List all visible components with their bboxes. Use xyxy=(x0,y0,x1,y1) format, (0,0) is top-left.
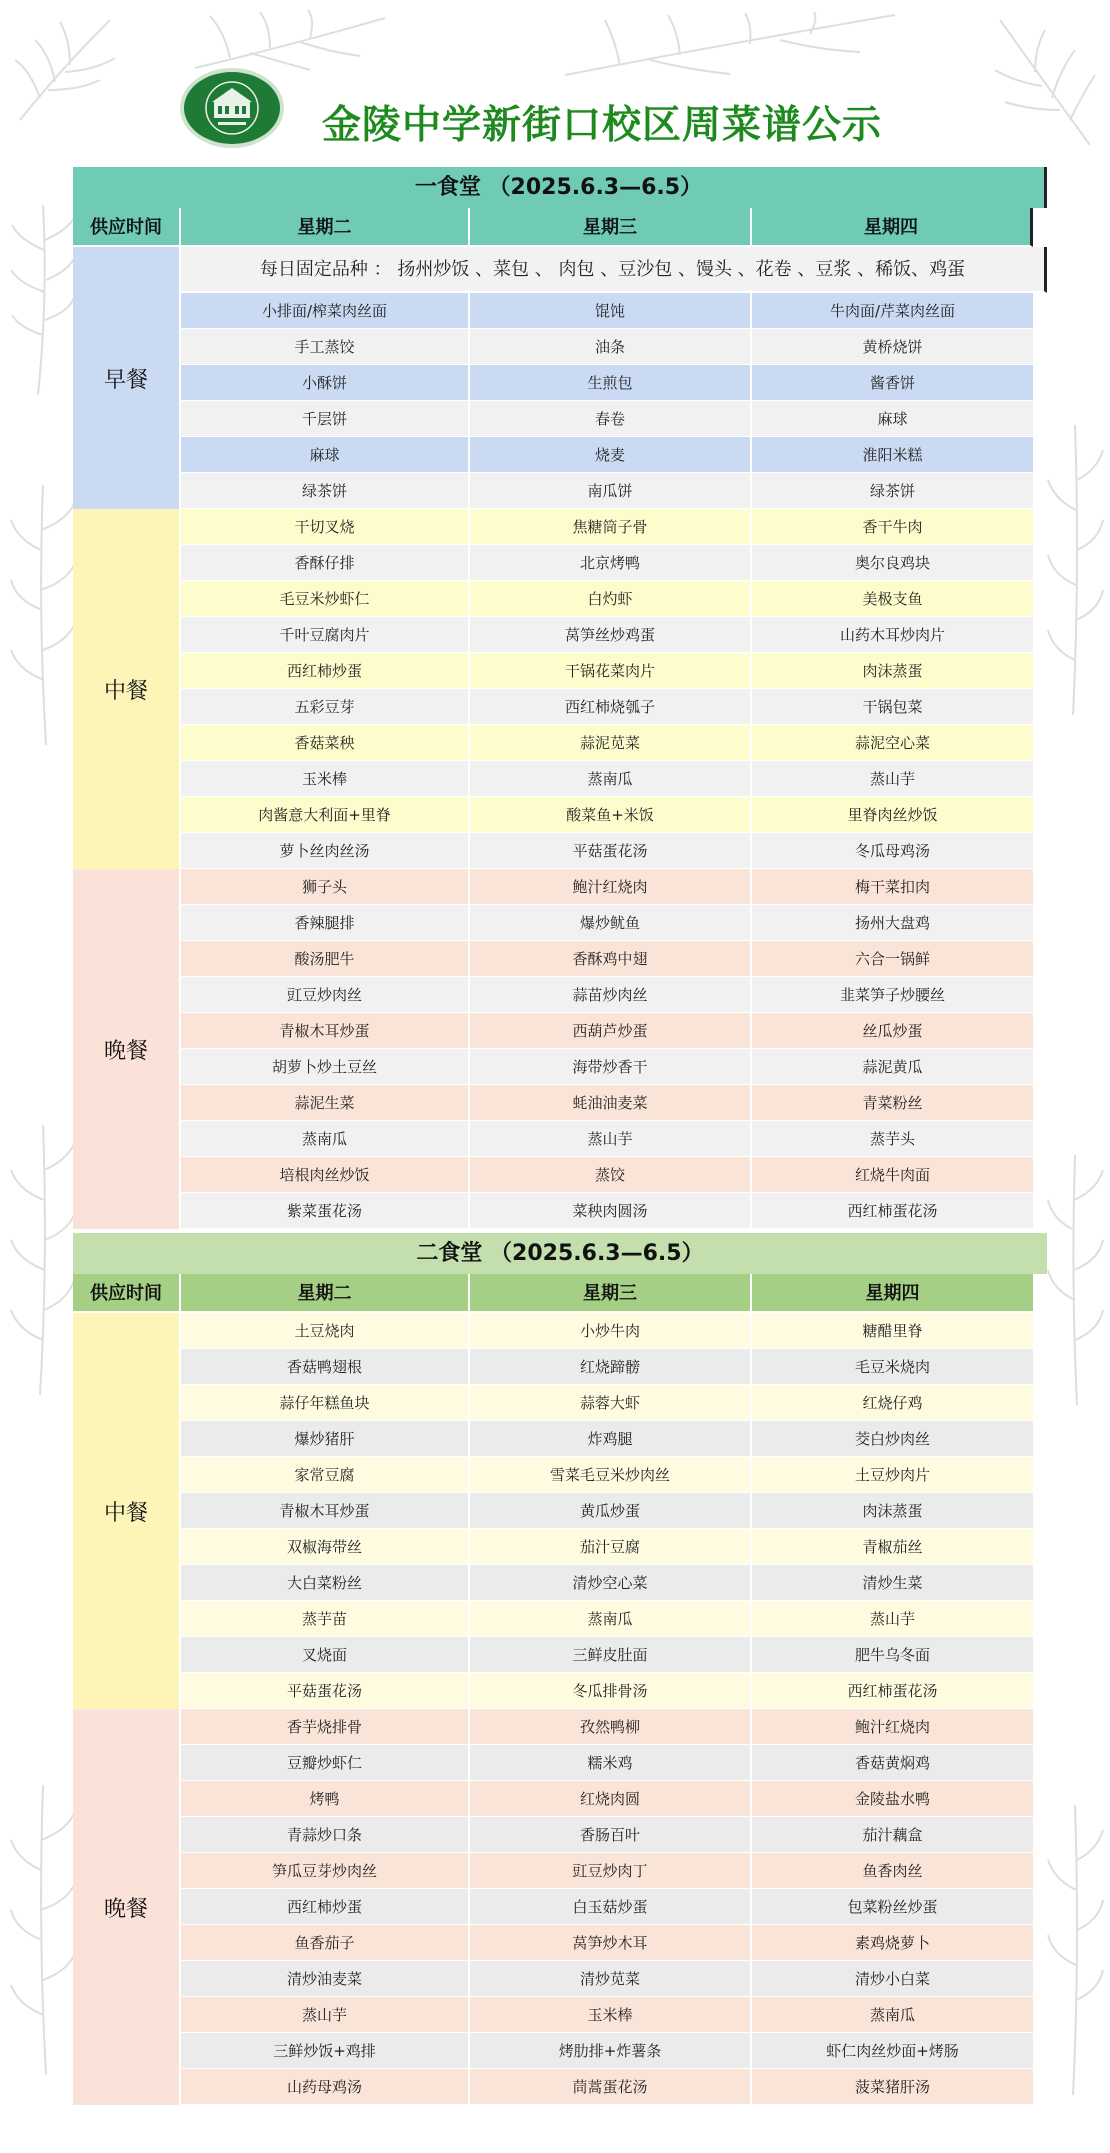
dish-cell: 鲍汁红烧肉 xyxy=(752,1709,1033,1745)
dish-cell: 培根肉丝炒饭 xyxy=(181,1157,470,1193)
dish-cell: 蒸山芋 xyxy=(752,1601,1033,1637)
dish-cell: 韭菜笋子炒腰丝 xyxy=(752,977,1033,1013)
dish-cell: 糖醋里脊 xyxy=(752,1313,1033,1349)
dish-cell: 烤肋排+炸薯条 xyxy=(470,2033,752,2069)
table-row xyxy=(181,1673,1047,1709)
school-building-icon xyxy=(184,72,280,144)
dish-cell: 莴笋炒木耳 xyxy=(470,1925,752,1961)
dish-rows xyxy=(181,509,1047,869)
canteen-2-menu xyxy=(73,1233,1047,2105)
dish-cell: 茼蒿蛋花汤 xyxy=(470,2069,752,2105)
leaf-decoration-icon xyxy=(1045,1800,1105,2100)
dish-cell: 梅干菜扣肉 xyxy=(752,869,1033,905)
dish-cell: 冬瓜排骨汤 xyxy=(470,1673,752,1709)
leaf-decoration-icon xyxy=(8,1120,78,1400)
table-row xyxy=(181,401,1047,437)
dish-cell: 清炒油麦菜 xyxy=(181,1961,470,1997)
dish-cell: 香芋烧排骨 xyxy=(181,1709,470,1745)
dish-cell: 麻球 xyxy=(752,401,1033,437)
dish-cell: 笋瓜豆芽炒肉丝 xyxy=(181,1853,470,1889)
dish-cell: 海带炒香干 xyxy=(470,1049,752,1085)
meal-rows xyxy=(181,869,1047,1229)
header-supply-time: 供应时间 xyxy=(73,1274,181,1313)
dish-cell: 千层饼 xyxy=(181,401,470,437)
dish-cell: 香干牛肉 xyxy=(752,509,1033,545)
header-tuesday: 星期二 xyxy=(181,1274,470,1313)
dish-cell: 菠菜猪肝汤 xyxy=(752,2069,1033,2105)
dish-cell: 豆瓣炒虾仁 xyxy=(181,1745,470,1781)
dish-cell: 酱香饼 xyxy=(752,365,1033,401)
dish-cell: 包菜粉丝炒蛋 xyxy=(752,1889,1033,1925)
table-row xyxy=(181,1925,1047,1961)
table-row xyxy=(181,2033,1047,2069)
dish-cell: 蒸芋头 xyxy=(752,1121,1033,1157)
header-wednesday: 星期三 xyxy=(470,208,752,247)
dish-cell: 蒜蓉大虾 xyxy=(470,1385,752,1421)
dish-cell: 肉沫蒸蛋 xyxy=(752,653,1033,689)
table-row xyxy=(181,1349,1047,1385)
dish-cell: 香菇菜秧 xyxy=(181,725,470,761)
dinner-section xyxy=(73,869,1047,1229)
dish-cell: 干锅包菜 xyxy=(752,689,1033,725)
dish-rows xyxy=(181,869,1047,1229)
leaf-decoration-icon xyxy=(1045,420,1105,720)
dish-cell: 毛豆米烧肉 xyxy=(752,1349,1033,1385)
table-row xyxy=(181,1157,1047,1193)
table-row xyxy=(181,437,1047,473)
page-header xyxy=(0,0,1110,168)
dish-rows xyxy=(181,1313,1047,1709)
dish-cell: 香肠百叶 xyxy=(470,1817,752,1853)
dish-cell: 平菇蛋花汤 xyxy=(181,1673,470,1709)
table-row xyxy=(181,329,1047,365)
dish-cell: 蒜泥黄瓜 xyxy=(752,1049,1033,1085)
dish-cell: 山药木耳炒肉片 xyxy=(752,617,1033,653)
dish-cell: 蚝油油麦菜 xyxy=(470,1085,752,1121)
table-row xyxy=(181,869,1047,905)
dish-cell: 烧麦 xyxy=(470,437,752,473)
dish-cell: 六合一锅鲜 xyxy=(752,941,1033,977)
table-row xyxy=(181,1121,1047,1157)
dish-cell: 馄饨 xyxy=(470,293,752,329)
dish-cell: 酸汤肥牛 xyxy=(181,941,470,977)
dish-cell: 酸菜鱼+米饭 xyxy=(470,797,752,833)
dish-cell: 肉沫蒸蛋 xyxy=(752,1493,1033,1529)
dish-cell: 绿茶饼 xyxy=(181,473,470,509)
dish-cell: 白灼虾 xyxy=(470,581,752,617)
table-row xyxy=(181,1709,1047,1745)
dish-cell: 双椒海带丝 xyxy=(181,1529,470,1565)
dish-cell: 莴笋丝炒鸡蛋 xyxy=(470,617,752,653)
dish-cell: 丝瓜炒蛋 xyxy=(752,1013,1033,1049)
table-row xyxy=(181,1997,1047,2033)
dish-cell: 黄瓜炒蛋 xyxy=(470,1493,752,1529)
leaf-decoration-icon xyxy=(8,1780,78,2080)
table-row xyxy=(181,1385,1047,1421)
table-row xyxy=(181,1601,1047,1637)
dish-cell: 香菇鸭翅根 xyxy=(181,1349,470,1385)
dish-cell: 蒸芋苗 xyxy=(181,1601,470,1637)
dish-cell: 鲍汁红烧肉 xyxy=(470,869,752,905)
header-thursday: 星期四 xyxy=(752,208,1033,247)
table-row xyxy=(181,1085,1047,1121)
dish-cell: 蒸山芋 xyxy=(752,761,1033,797)
dish-cell: 素鸡烧萝卜 xyxy=(752,1925,1033,1961)
meal-label-lunch: 中餐 xyxy=(73,509,181,869)
table-row xyxy=(181,1013,1047,1049)
dish-cell: 蒸山芋 xyxy=(470,1121,752,1157)
dinner-section xyxy=(73,1709,1047,2105)
canteen-1-menu xyxy=(73,167,1047,1229)
dish-cell: 蒸饺 xyxy=(470,1157,752,1193)
dish-cell: 西红柿蛋花汤 xyxy=(752,1673,1033,1709)
dish-cell: 豇豆炒肉丁 xyxy=(470,1853,752,1889)
dish-cell: 绿茶饼 xyxy=(752,473,1033,509)
dish-cell: 青蒜炒口条 xyxy=(181,1817,470,1853)
dish-cell: 蒜泥苋菜 xyxy=(470,725,752,761)
table-row xyxy=(181,1529,1047,1565)
table-row xyxy=(181,653,1047,689)
canteen-title: 二食堂 （2025.6.3—6.5） xyxy=(73,1233,1047,1274)
dish-cell: 金陵盐水鸭 xyxy=(752,1781,1033,1817)
dish-cell: 菜秧肉圆汤 xyxy=(470,1193,752,1229)
dish-cell: 鱼香肉丝 xyxy=(752,1853,1033,1889)
table-row xyxy=(181,977,1047,1013)
table-row xyxy=(181,761,1047,797)
dish-cell: 土豆烧肉 xyxy=(181,1313,470,1349)
dish-cell: 里脊肉丝炒饭 xyxy=(752,797,1033,833)
meal-label-lunch: 中餐 xyxy=(73,1313,181,1709)
dish-cell: 蒸南瓜 xyxy=(470,761,752,797)
dish-cell: 西红柿烧瓠子 xyxy=(470,689,752,725)
table-row xyxy=(181,1313,1047,1349)
table-row xyxy=(181,1493,1047,1529)
leaf-decoration-icon xyxy=(8,200,78,400)
dish-cell: 大白菜粉丝 xyxy=(181,1565,470,1601)
dish-rows xyxy=(181,293,1047,509)
table-row xyxy=(181,1421,1047,1457)
dish-cell: 西红柿炒蛋 xyxy=(181,1889,470,1925)
dish-cell: 三鲜皮肚面 xyxy=(470,1637,752,1673)
dish-cell: 五彩豆芽 xyxy=(181,689,470,725)
meal-rows xyxy=(181,1313,1047,1709)
table-row xyxy=(181,1817,1047,1853)
dish-cell: 蒜仔年糕鱼块 xyxy=(181,1385,470,1421)
dish-cell: 北京烤鸭 xyxy=(470,545,752,581)
meal-label-dinner: 晚餐 xyxy=(73,1709,181,2105)
dish-cell: 炸鸡腿 xyxy=(470,1421,752,1457)
table-row xyxy=(181,1193,1047,1229)
dish-cell: 紫菜蛋花汤 xyxy=(181,1193,470,1229)
dish-cell: 清炒生菜 xyxy=(752,1565,1033,1601)
dish-cell: 虾仁肉丝炒面+烤肠 xyxy=(752,2033,1033,2069)
dish-cell: 蒜泥生菜 xyxy=(181,1085,470,1121)
dish-cell: 生煎包 xyxy=(470,365,752,401)
dish-cell: 小酥饼 xyxy=(181,365,470,401)
dish-cell: 鱼香茄子 xyxy=(181,1925,470,1961)
fixed-items-note: 每日固定品种 ： 扬州炒饭 、菜包 、 肉包 、豆沙包 、馒头 、花卷 、豆浆 、稀饭、鸡蛋 xyxy=(181,247,1047,293)
dish-cell: 焦糖筒子骨 xyxy=(470,509,752,545)
dish-cell: 蒜苗炒肉丝 xyxy=(470,977,752,1013)
dish-cell: 蒸南瓜 xyxy=(752,1997,1033,2033)
table-row xyxy=(181,293,1047,329)
table-row xyxy=(181,1565,1047,1601)
dish-cell: 茄汁豆腐 xyxy=(470,1529,752,1565)
dish-rows xyxy=(181,1709,1047,2105)
dish-cell: 青椒茄丝 xyxy=(752,1529,1033,1565)
dish-cell: 叉烧面 xyxy=(181,1637,470,1673)
dish-cell: 奥尔良鸡块 xyxy=(752,545,1033,581)
meal-rows xyxy=(181,247,1047,509)
header-tuesday: 星期二 xyxy=(181,208,470,247)
dish-cell: 千叶豆腐肉片 xyxy=(181,617,470,653)
dish-cell: 肥牛乌冬面 xyxy=(752,1637,1033,1673)
dish-cell: 麻球 xyxy=(181,437,470,473)
dish-cell: 冬瓜母鸡汤 xyxy=(752,833,1033,869)
dish-cell: 胡萝卜炒土豆丝 xyxy=(181,1049,470,1085)
header-supply-time: 供应时间 xyxy=(73,208,181,247)
header-thursday: 星期四 xyxy=(752,1274,1033,1313)
dish-cell: 蒜泥空心菜 xyxy=(752,725,1033,761)
dish-cell: 扬州大盘鸡 xyxy=(752,905,1033,941)
dish-cell: 西红柿炒蛋 xyxy=(181,653,470,689)
lunch-section xyxy=(73,509,1047,869)
table-row xyxy=(181,1637,1047,1673)
meal-label-dinner: 晚餐 xyxy=(73,869,181,1229)
dish-cell: 香酥鸡中翅 xyxy=(470,941,752,977)
meal-rows xyxy=(181,509,1047,869)
table-row xyxy=(181,2069,1047,2105)
table-row xyxy=(181,1781,1047,1817)
dish-cell: 平菇蛋花汤 xyxy=(470,833,752,869)
table-row xyxy=(181,1457,1047,1493)
table-row xyxy=(181,833,1047,869)
dish-cell: 山药母鸡汤 xyxy=(181,2069,470,2105)
table-row xyxy=(181,365,1047,401)
dish-cell: 香菇黄焖鸡 xyxy=(752,1745,1033,1781)
dish-cell: 美极支鱼 xyxy=(752,581,1033,617)
dish-cell: 爆炒鱿鱼 xyxy=(470,905,752,941)
dish-cell: 肉酱意大利面+里脊 xyxy=(181,797,470,833)
dish-cell: 土豆炒肉片 xyxy=(752,1457,1033,1493)
dish-cell: 黄桥烧饼 xyxy=(752,329,1033,365)
table-row xyxy=(181,1961,1047,1997)
table-row xyxy=(181,473,1047,509)
table-row xyxy=(181,581,1047,617)
dish-cell: 香酥仔排 xyxy=(181,545,470,581)
dish-cell: 蒸南瓜 xyxy=(181,1121,470,1157)
header-row xyxy=(73,208,1047,247)
table-row xyxy=(181,797,1047,833)
dish-cell: 手工蒸饺 xyxy=(181,329,470,365)
dish-cell: 狮子头 xyxy=(181,869,470,905)
leaf-decoration-icon xyxy=(1045,1150,1105,1410)
dish-cell: 西葫芦炒蛋 xyxy=(470,1013,752,1049)
table-row xyxy=(181,941,1047,977)
dish-cell: 干切叉烧 xyxy=(181,509,470,545)
table-row xyxy=(181,509,1047,545)
table-row xyxy=(181,1745,1047,1781)
dish-cell: 毛豆米炒虾仁 xyxy=(181,581,470,617)
dish-cell: 孜然鸭柳 xyxy=(470,1709,752,1745)
dish-cell: 家常豆腐 xyxy=(181,1457,470,1493)
table-row xyxy=(181,1049,1047,1085)
dish-cell: 红烧肉圆 xyxy=(470,1781,752,1817)
dish-cell: 青椒木耳炒蛋 xyxy=(181,1493,470,1529)
dish-cell: 蒸山芋 xyxy=(181,1997,470,2033)
dish-cell: 红烧牛肉面 xyxy=(752,1157,1033,1193)
dish-cell: 南瓜饼 xyxy=(470,473,752,509)
dish-cell: 油条 xyxy=(470,329,752,365)
meal-rows xyxy=(181,1709,1047,2105)
dish-cell: 淮阳米糕 xyxy=(752,437,1033,473)
table-row xyxy=(181,725,1047,761)
lunch-section xyxy=(73,1313,1047,1709)
table-row xyxy=(181,617,1047,653)
dish-cell: 红烧蹄髈 xyxy=(470,1349,752,1385)
breakfast-section xyxy=(73,247,1047,509)
dish-cell: 萝卜丝肉丝汤 xyxy=(181,833,470,869)
dish-cell: 春卷 xyxy=(470,401,752,437)
dish-cell: 清炒空心菜 xyxy=(470,1565,752,1601)
dish-cell: 烤鸭 xyxy=(181,1781,470,1817)
table-row xyxy=(181,905,1047,941)
dish-cell: 青椒木耳炒蛋 xyxy=(181,1013,470,1049)
canteen-title: 一食堂 （2025.6.3—6.5） xyxy=(73,167,1047,208)
dish-cell: 糯米鸡 xyxy=(470,1745,752,1781)
dish-cell: 牛肉面/芹菜肉丝面 xyxy=(752,293,1033,329)
header-row xyxy=(73,1274,1047,1313)
dish-cell: 豇豆炒肉丝 xyxy=(181,977,470,1013)
table-row xyxy=(181,689,1047,725)
school-seal-icon xyxy=(180,68,284,148)
table-row xyxy=(181,1889,1047,1925)
table-row xyxy=(181,545,1047,581)
dish-cell: 清炒小白菜 xyxy=(752,1961,1033,1997)
dish-cell: 清炒苋菜 xyxy=(470,1961,752,1997)
leaf-decoration-icon xyxy=(8,480,78,750)
dish-cell: 茭白炒肉丝 xyxy=(752,1421,1033,1457)
dish-cell: 小排面/榨菜肉丝面 xyxy=(181,293,470,329)
dish-cell: 白玉菇炒蛋 xyxy=(470,1889,752,1925)
page-title: 金陵中学新街口校区周菜谱公示 xyxy=(322,103,883,148)
dish-cell: 雪菜毛豆米炒肉丝 xyxy=(470,1457,752,1493)
dish-cell: 茄汁藕盒 xyxy=(752,1817,1033,1853)
dish-cell: 干锅花菜肉片 xyxy=(470,653,752,689)
dish-cell: 小炒牛肉 xyxy=(470,1313,752,1349)
dish-cell: 玉米棒 xyxy=(470,1997,752,2033)
meal-label-breakfast: 早餐 xyxy=(73,247,181,509)
dish-cell: 红烧仔鸡 xyxy=(752,1385,1033,1421)
header-wednesday: 星期三 xyxy=(470,1274,752,1313)
dish-cell: 香辣腿排 xyxy=(181,905,470,941)
table-row xyxy=(181,1853,1047,1889)
dish-cell: 蒸南瓜 xyxy=(470,1601,752,1637)
dish-cell: 西红柿蛋花汤 xyxy=(752,1193,1033,1229)
dish-cell: 三鲜炒饭+鸡排 xyxy=(181,2033,470,2069)
dish-cell: 玉米棒 xyxy=(181,761,470,797)
dish-cell: 青菜粉丝 xyxy=(752,1085,1033,1121)
dish-cell: 爆炒猪肝 xyxy=(181,1421,470,1457)
